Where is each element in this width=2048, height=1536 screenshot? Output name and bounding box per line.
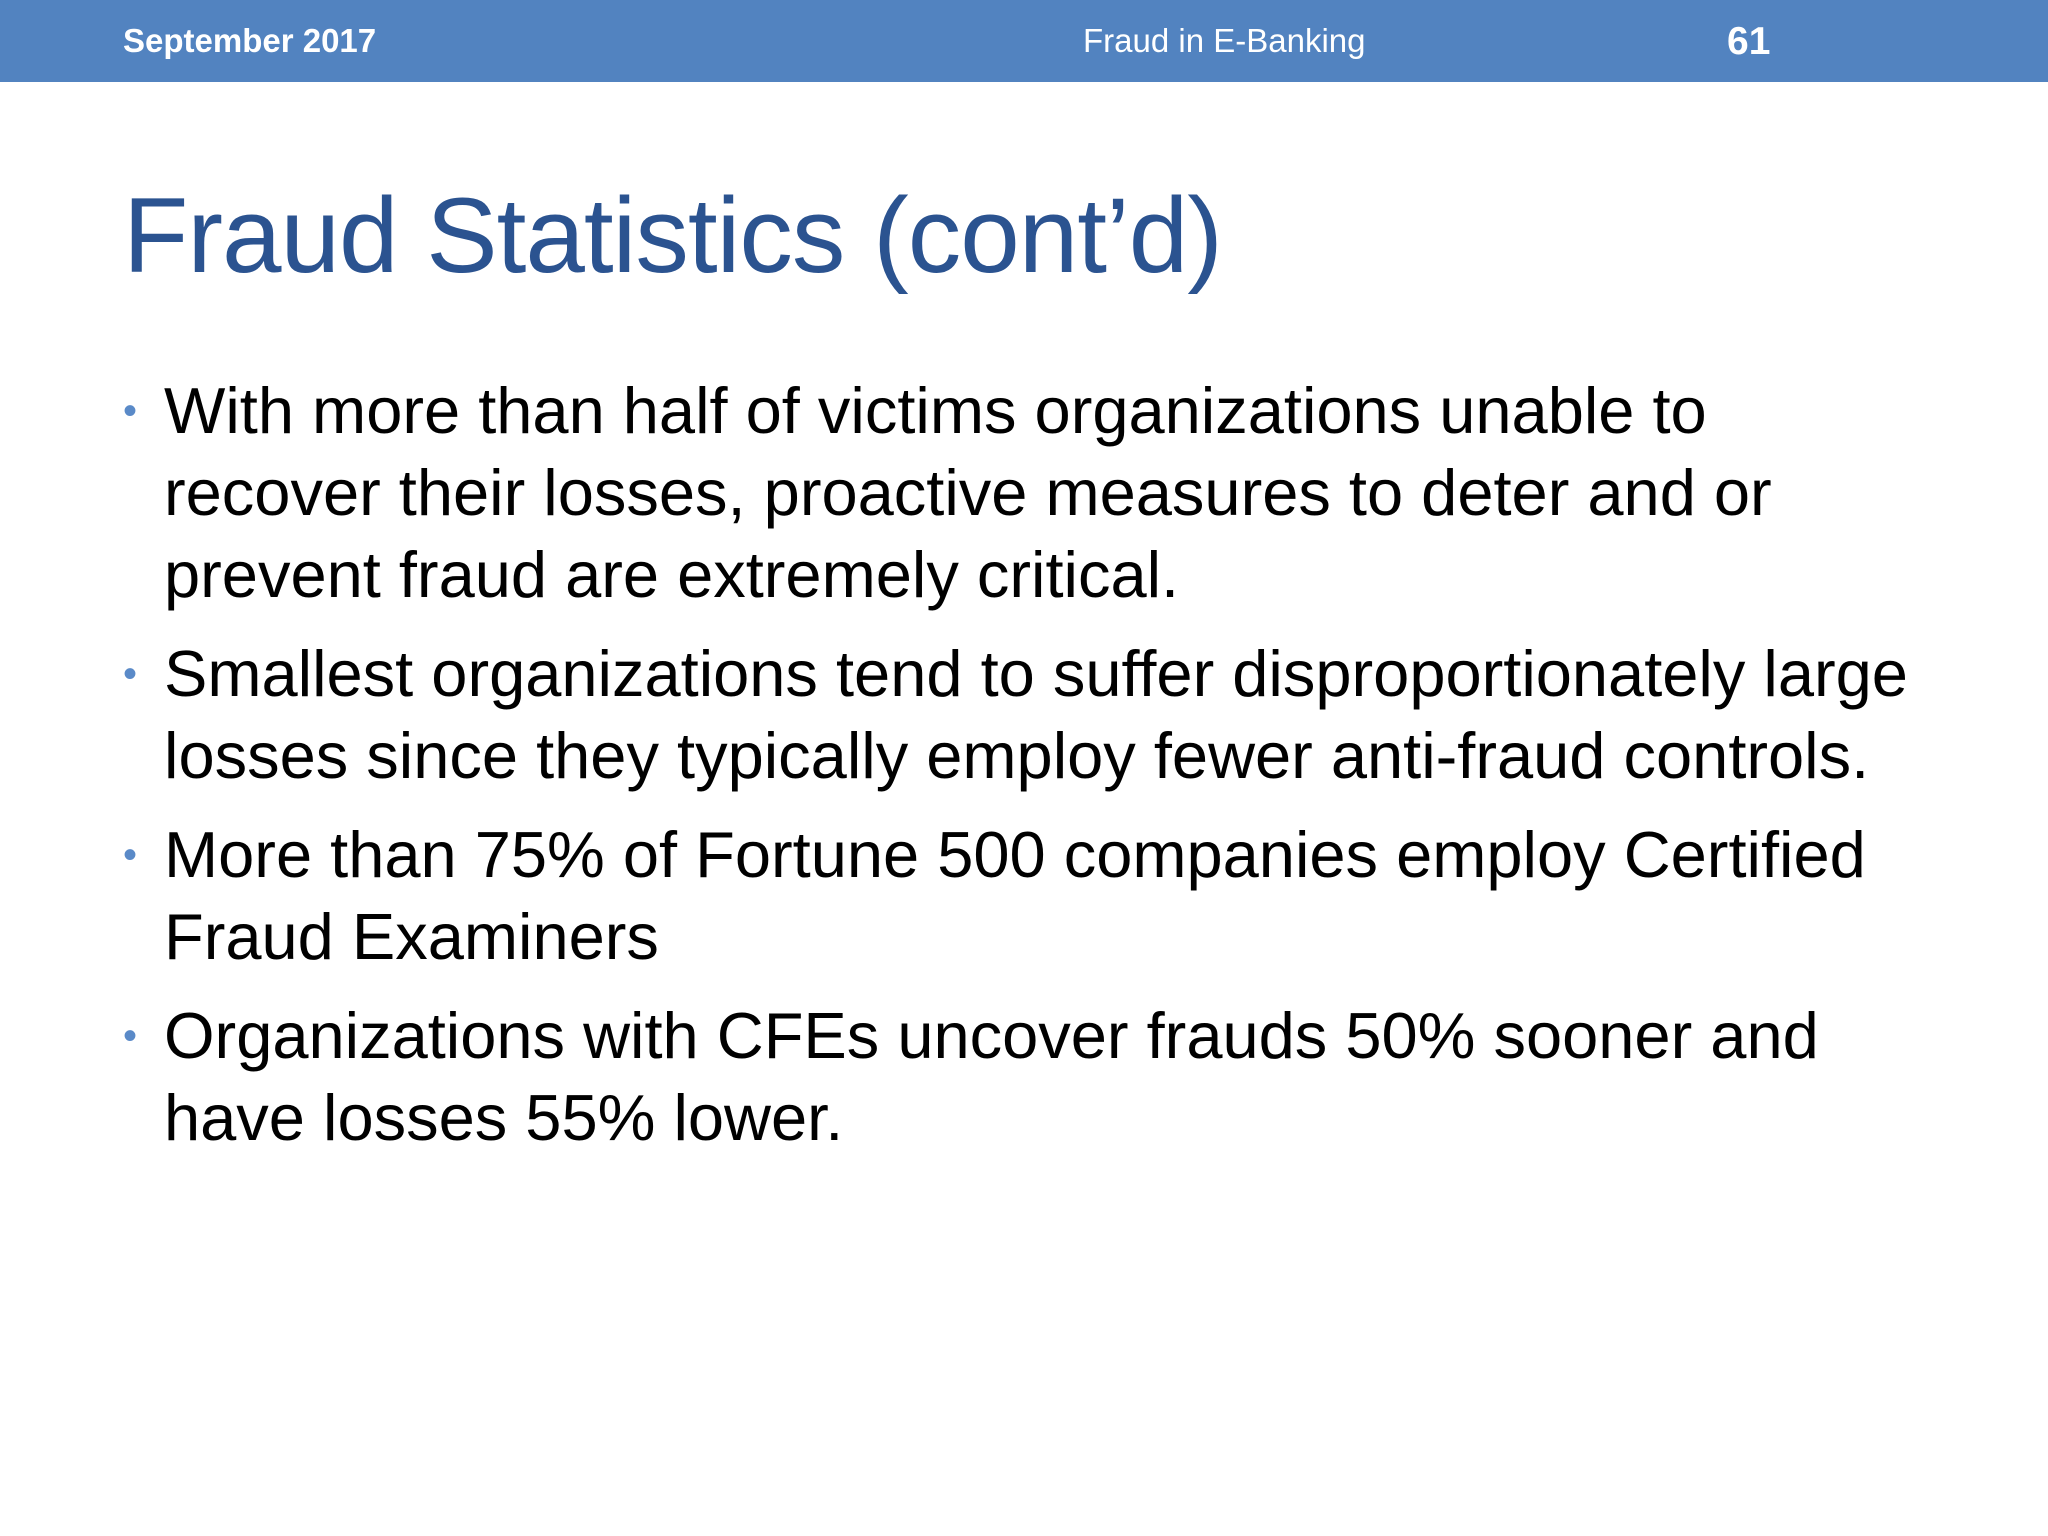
bullet-marker-icon: • <box>123 1014 138 1058</box>
bullet-item <box>123 370 1933 616</box>
bullet-item <box>123 633 1933 797</box>
bullet-marker-icon: • <box>123 652 138 696</box>
bullet-item <box>123 995 1933 1159</box>
slide-title: Fraud Statistics (cont’d) <box>123 175 1222 295</box>
header-presentation-title: Fraud in E-Banking <box>1083 22 1366 59</box>
bullet-marker-icon: • <box>123 833 138 877</box>
bullet-text: With more than half of victims organizations unable to recover their losses, proactive measures to deter and or prevent fraud are extremely critical. <box>164 374 1772 611</box>
bullet-list <box>123 370 1933 1176</box>
bullet-item <box>123 814 1933 978</box>
header-date: September 2017 <box>123 22 377 59</box>
bullet-text: More than 75% of Fortune 500 companies employ Certified Fraud Examiners <box>164 818 1866 973</box>
slide-header-bar <box>0 0 2048 82</box>
header-page-number: 61 <box>1727 20 1771 63</box>
bullet-text: Organizations with CFEs uncover frauds 50% sooner and have losses 55% lower. <box>164 999 1819 1154</box>
bullet-marker-icon: • <box>123 389 138 433</box>
bullet-text: Smallest organizations tend to suffer disproportionately large losses since they typically employ fewer anti-fraud controls. <box>164 637 1908 792</box>
